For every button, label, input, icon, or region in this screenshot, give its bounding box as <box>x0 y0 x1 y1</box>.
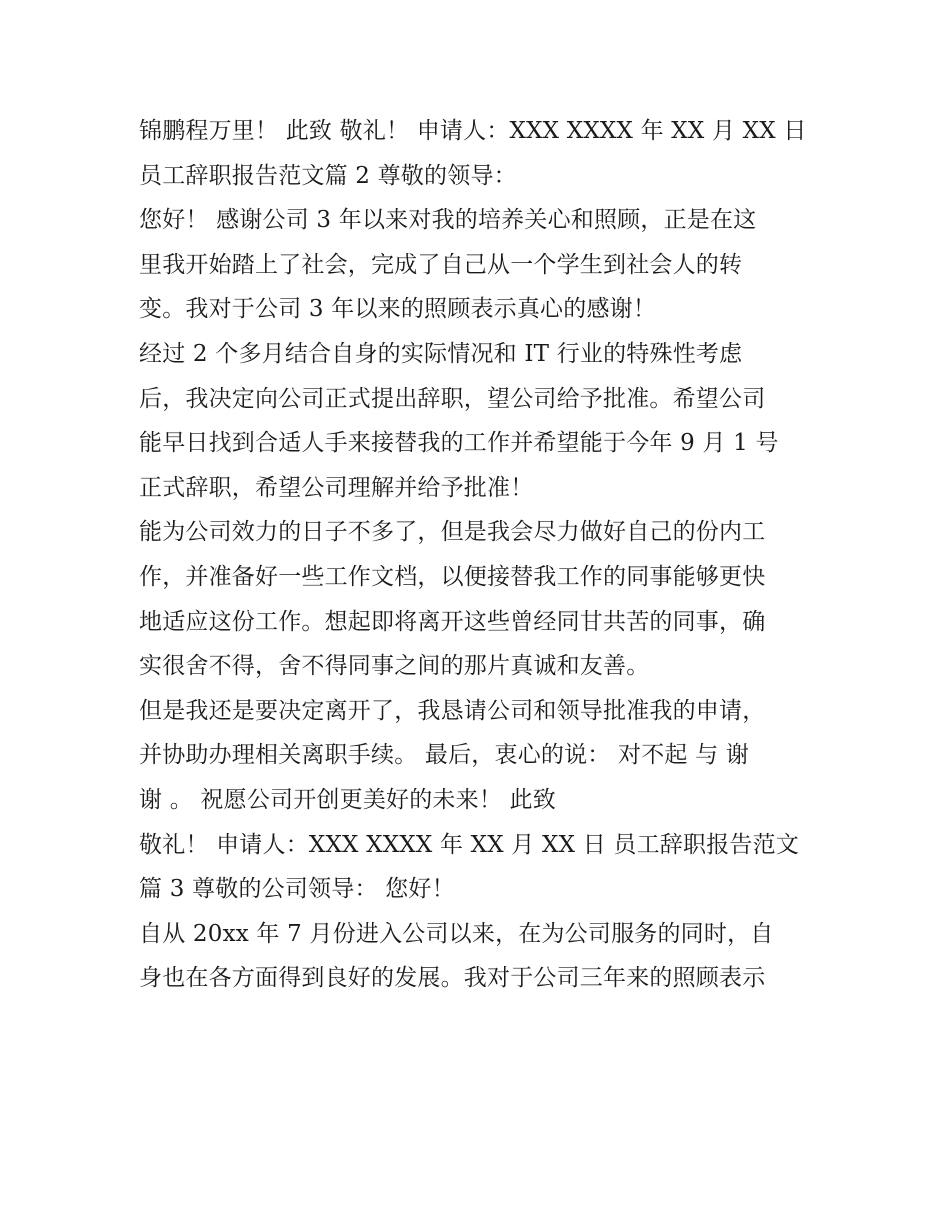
text-line: 地适应这份工作。想起即将离开这些曾经同甘共苦的同事，确 <box>139 608 766 635</box>
text-line: 身也在各方面得到良好的发展。我对于公司三年来的照顾表示 <box>139 965 766 992</box>
text-line: 谢 。 祝愿公司开创更美好的未来！ 此致 <box>139 786 556 813</box>
text-line: 自从 20xx 年 7 月份进入公司以来，在为公司服务的同时，自 <box>139 920 774 947</box>
text-line: 能为公司效力的日子不多了，但是我会尽力做好自己的份内工 <box>139 519 766 546</box>
text-line: 能早日找到合适人手来接替我的工作并希望能于今年 9 月 1 号 <box>139 430 779 457</box>
text-line: 但是我还是要决定离开了，我恳请公司和领导批准我的申请， <box>139 697 766 724</box>
text-line: 正式辞职，希望公司理解并给予批准！ <box>139 474 534 501</box>
text-line: 经过 2 个多月结合自身的实际情况和 IT 行业的特殊性考虑 <box>139 340 743 367</box>
text-line: 里我开始踏上了社会，完成了自己从一个学生到社会人的转 <box>139 251 743 278</box>
text-line: 变。我对于公司 3 年以来的照顾表示真心的感谢！ <box>139 296 657 323</box>
document-body <box>139 109 819 1001</box>
text-line: 后，我决定向公司正式提出辞职，望公司给予批准。希望公司 <box>139 385 766 412</box>
text-line: 作，并准备好一些工作文档，以便接替我工作的同事能够更快 <box>139 563 766 590</box>
text-line: 敬礼！ 申请人：XXX XXXX 年 XX 月 XX 日 员工辞职报告范文 <box>139 831 800 858</box>
text-line: 锦鹏程万里！ 此致 敬礼！ 申请人：XXX XXXX 年 XX 月 XX 日 <box>139 118 807 144</box>
text-line: 员工辞职报告范文篇 2 尊敬的领导： <box>139 162 517 189</box>
text-line: 您好！ 感谢公司 3 年以来对我的培养关心和照顾，正是在这 <box>139 207 757 234</box>
text-line: 篇 3 尊敬的公司领导： 您好！ <box>139 876 455 903</box>
text-line: 实很舍不得，舍不得同事之间的那片真诚和友善。 <box>139 653 650 680</box>
text-line: 并协助办理相关离职手续。 最后，衷心的说： 对不起 与 谢 <box>139 742 750 769</box>
